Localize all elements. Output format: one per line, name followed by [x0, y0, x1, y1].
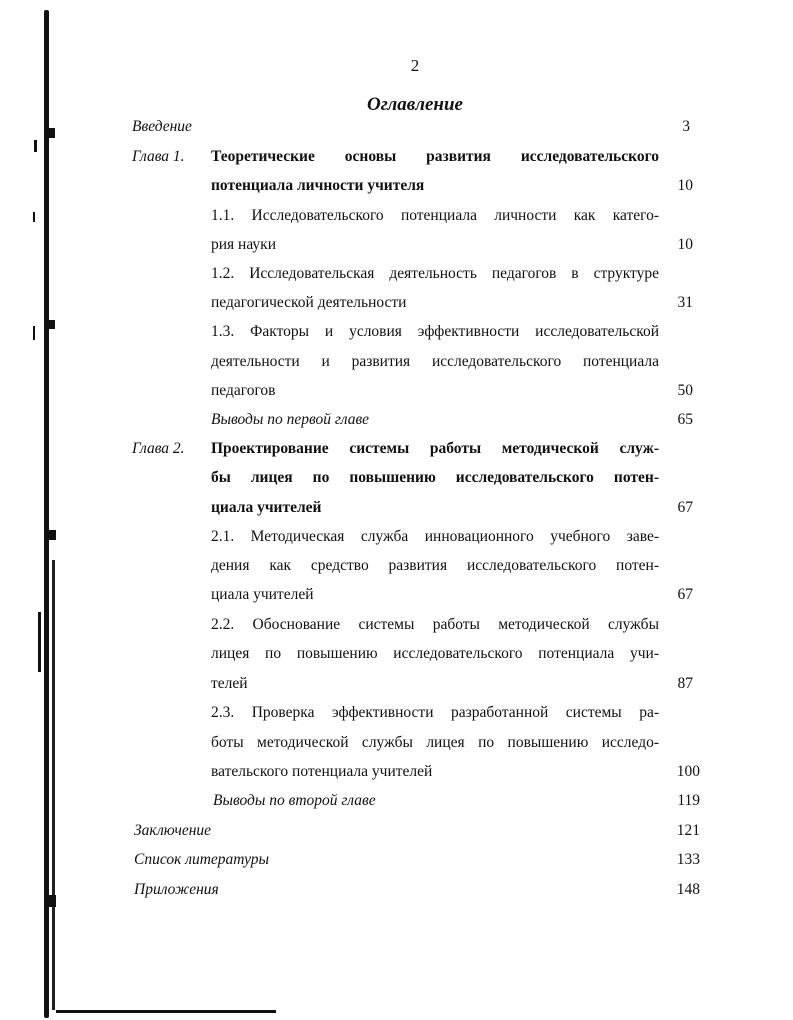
toc-conclusion-page: 121 [676, 822, 700, 839]
toc-chapter2-conclusion-label: Выводы по второй главе [213, 792, 376, 809]
toc-chapter1-title-line: Теоретические основы развития исследовательского [211, 148, 659, 165]
toc-section-1-3-line: педагогов [211, 382, 276, 399]
binding-edge-shadow [52, 560, 55, 1010]
toc-appendix-page: 148 [676, 881, 700, 898]
toc-chapter2-title-line: циала учителей [211, 499, 322, 516]
scan-speck [49, 895, 56, 907]
toc-chapter2-title-line: Проектирование системы работы методической служ- [211, 440, 659, 457]
toc-section-2-2-line: 2.2. Обоснование системы работы методической службы [211, 616, 659, 633]
toc-section-1-3-line: 1.3. Факторы и условия эффективности исследовательской [211, 323, 659, 340]
toc-section-1-2-page: 31 [677, 294, 693, 311]
toc-chapter1-conclusion-label: Выводы по первой главе [211, 411, 370, 428]
toc-chapter2-label: Глава 2. [132, 440, 185, 457]
toc-section-1-2-line: педагогической деятельности [211, 294, 407, 311]
toc-section-2-3-line: вательского потенциала учителей [211, 763, 433, 780]
toc-section-1-1-page: 10 [677, 236, 693, 253]
toc-chapter1-page: 10 [677, 177, 693, 194]
toc-references-page: 133 [676, 851, 700, 868]
toc-section-2-1-line: 2.1. Методическая служба инновационного учебного заве- [211, 528, 659, 545]
toc-chapter1-conclusion-page: 65 [677, 411, 693, 428]
toc-section-2-3-page: 100 [676, 763, 700, 780]
scan-speck [49, 530, 56, 540]
toc-section-2-1-line: дения как средство развития исследовательского потен- [211, 557, 659, 574]
scan-speck [34, 140, 37, 152]
toc-section-1-1-line: 1.1. Исследовательского потенциала личности как катего- [211, 207, 659, 224]
toc-appendix-label: Приложения [134, 881, 219, 898]
page-number: 2 [410, 56, 420, 75]
scan-bottom-edge [56, 1010, 276, 1013]
scan-speck [33, 326, 35, 340]
toc-section-2-2-page: 87 [677, 675, 693, 692]
toc-section-1-3-page: 50 [677, 382, 693, 399]
toc-chapter2-page: 67 [677, 499, 693, 516]
toc-section-2-1-line: циала учителей [211, 586, 314, 603]
scan-speck [49, 320, 55, 329]
toc-conclusion-label: Заключение [134, 822, 212, 839]
toc-intro-page: 3 [682, 118, 690, 135]
toc-section-2-1-page: 67 [677, 586, 693, 603]
toc-chapter2-title-line: бы лицея по повышению исследовательского потен- [211, 469, 659, 486]
toc-section-2-2-line: лицея по повышению исследовательского потенциала учи- [211, 645, 659, 662]
scan-speck [49, 128, 55, 138]
binding-edge [44, 10, 49, 1018]
toc-chapter1-label: Глава 1. [132, 148, 185, 165]
toc-section-1-2-line: 1.2. Исследовательская деятельность педагогов в структуре [211, 265, 659, 282]
toc-intro-label: Введение [132, 118, 192, 135]
scan-speck [38, 612, 41, 672]
toc-chapter2-conclusion-page: 119 [677, 792, 700, 809]
toc-chapter1-title-line: потенциала личности учителя [211, 177, 425, 194]
toc-section-1-1-line: рия науки [211, 236, 277, 253]
toc-section-1-3-line: деятельности и развития исследовательского потенциала [211, 353, 659, 370]
toc-section-2-2-line: телей [211, 675, 248, 692]
page-title: Оглавление [367, 94, 463, 115]
toc-section-2-3-line: боты методической службы лицея по повышению исследо- [211, 734, 659, 751]
toc-section-2-3-line: 2.3. Проверка эффективности разработанной системы ра- [211, 704, 659, 721]
toc-references-label: Список литературы [134, 851, 270, 868]
scan-speck [33, 212, 35, 222]
